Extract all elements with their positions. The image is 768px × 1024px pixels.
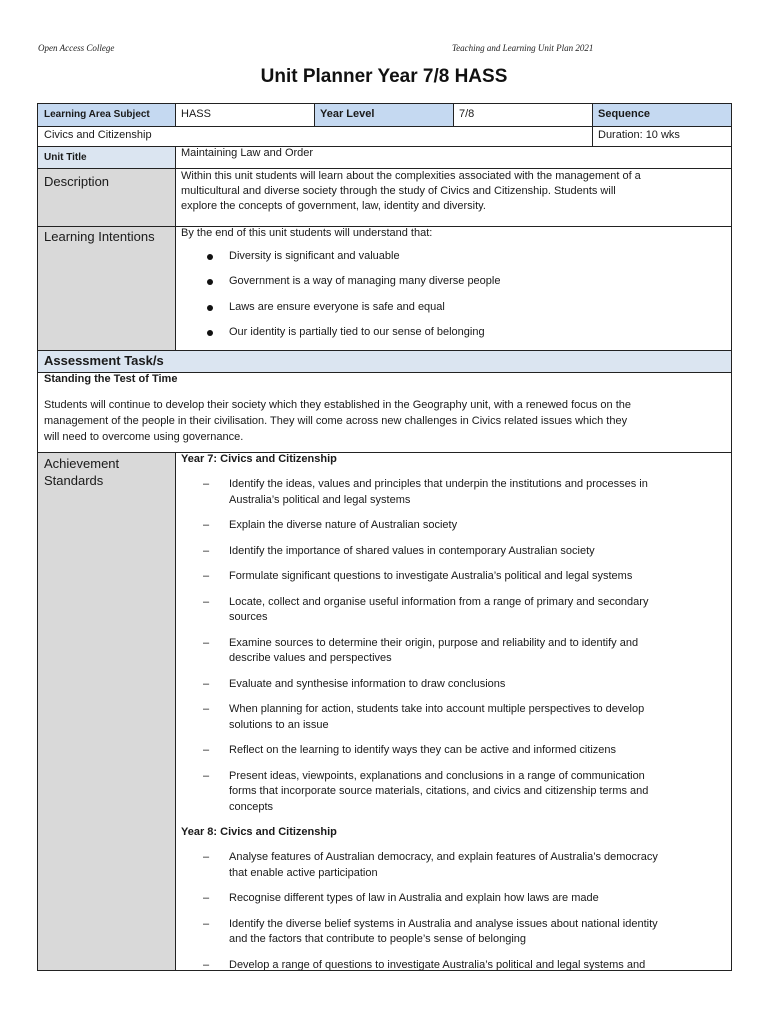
list-item (205, 249, 705, 265)
dash-marker: – (203, 636, 210, 649)
achievement-item-text: Develop a range of questions to investigate Australia’s political and legal systems and (229, 958, 646, 970)
achievement-item-text: Identify the importance of shared values in contemporary Australian society (229, 544, 595, 557)
learning-area-label: Learning Area Subject (38, 104, 175, 126)
achievement-standards-content (175, 452, 731, 970)
bullet-icon (207, 279, 213, 285)
list-item (205, 325, 705, 341)
dash-marker: – (203, 570, 210, 582)
year-level-label: Year Level (314, 104, 453, 126)
achievement-item-text: Present ideas, viewpoints, explanations and conclusions in a range of communication (229, 769, 645, 782)
achievement-item-text: concepts (229, 800, 274, 813)
table-border (37, 103, 38, 971)
assessment-task-title: Standing the Test of Time (44, 373, 178, 385)
learning-area-value: HASS (181, 108, 211, 120)
achievement-year-heading: Year 8: Civics and Citizenship (181, 826, 337, 838)
achievement-item-text: Locate, collect and organise useful information from a range of primary and secondary (229, 595, 649, 608)
table-border (37, 350, 732, 351)
table-border (37, 372, 732, 373)
dash-marker: – (203, 917, 210, 930)
achievement-item-text: Australia’s political and legal systems (229, 493, 411, 506)
achievement-item-text: Identify the ideas, values and principles that underpin the institutions and processes in (229, 478, 648, 490)
achievement-item-text: Examine sources to determine their origin, purpose and reliability and to identify and (229, 636, 639, 649)
achievement-item-text: Identify the diverse belief systems in Australia and analyse issues about national identity (229, 917, 658, 930)
assessment-label: Assessment Task/s (38, 350, 731, 372)
dash-marker: – (203, 544, 210, 557)
sequence-label: Sequence (592, 104, 731, 126)
achievement-item-text: that enable active participation (229, 866, 378, 879)
bullet-icon (207, 305, 213, 311)
achievement-label-line: Achievement (44, 456, 120, 471)
page-header-right: Teaching and Learning Unit Plan 2021 (452, 43, 594, 53)
page-header-left: Open Access College (38, 43, 115, 53)
subject-strand: Civics and Citizenship (44, 129, 152, 141)
achievement-item-text: When planning for action, students take into account multiple perspectives to develop (229, 703, 645, 715)
achievement-item-text: Formulate significant questions to investigate Australia’s political and legal systems (229, 570, 633, 582)
assessment-line: will need to overcome using governance. (44, 431, 244, 443)
dash-marker: – (203, 851, 210, 863)
dash-marker: – (203, 769, 210, 782)
achievement-item-text: Analyse features of Australian democracy, and explain features of Australia’s democracy (229, 851, 658, 863)
list-item (205, 300, 705, 316)
dash-marker: – (203, 958, 210, 970)
dash-marker: – (203, 677, 210, 690)
achievement-standards-label (38, 452, 175, 970)
learning-intentions-intro: By the end of this unit students will understand that: (181, 227, 433, 239)
achievement-item-text: describe values and perspectives (229, 652, 392, 664)
description-text (175, 168, 731, 226)
unit-title-value: Maintaining Law and Order (181, 147, 314, 159)
achievement-item-text: sources (229, 611, 268, 623)
assessment-line: Students will continue to develop their society which they established in the Geography unit, with a renewed focus on the (44, 399, 632, 411)
achievement-year-heading: Year 7: Civics and Citizenship (181, 453, 337, 465)
description-line: Within this unit students will learn about the complexities associated with the management of a (181, 170, 641, 182)
table-border (37, 168, 732, 169)
assessment-content (38, 372, 731, 452)
dash-marker: – (203, 703, 210, 715)
bullet-icon (207, 254, 213, 260)
assessment-description (44, 397, 731, 445)
list-item-text: Government is a way of managing many diverse people (229, 275, 501, 287)
table-border (175, 103, 176, 127)
achievement-item-text: forms that incorporate source materials, citations, and civics and citizenship terms and (229, 785, 649, 797)
dash-marker: – (203, 478, 210, 490)
achievement-item-text: Recognise different types of law in Australia and explain how laws are made (229, 892, 599, 904)
achievement-item-text: Explain the diverse nature of Australian society (229, 519, 458, 531)
table-border (731, 103, 732, 971)
description-label: Description (38, 168, 175, 226)
achievement-item-text: Reflect on the learning to identify ways they can be active and informed citizens (229, 744, 617, 756)
table-border (37, 103, 732, 104)
table-border (37, 126, 732, 127)
table-border (175, 146, 176, 351)
bullet-icon (207, 330, 213, 336)
assessment-line: management of the people in their civilisation. They will come across new challenges in Civics related issues which they (44, 415, 628, 427)
table-border (37, 452, 732, 453)
year-level-value: 7/8 (459, 108, 475, 120)
achievement-label-line: Standards (44, 473, 104, 488)
list-item-text: Diversity is significant and valuable (229, 250, 400, 262)
achievement-item-text: solutions to an issue (229, 718, 329, 731)
dash-marker: – (203, 519, 210, 531)
description-line: multicultural and diverse society through the study of Civics and Citizenship. Students will (181, 185, 616, 197)
table-border (37, 226, 732, 227)
table-border (175, 452, 176, 971)
list-item (205, 274, 705, 290)
learning-intentions-label: Learning Intentions (38, 226, 175, 350)
table-border (37, 970, 732, 971)
list-item-text: Our identity is partially tied to our sense of belonging (229, 326, 485, 338)
table-border (314, 103, 315, 127)
document-title: Unit Planner Year 7/8 HASS (260, 66, 508, 87)
description-line: explore the concepts of government, law, identity and diversity. (181, 200, 486, 212)
dash-marker: – (203, 744, 210, 756)
duration: Duration: 10 wks (598, 129, 680, 141)
achievement-item-text: and the factors that contribute to people’s sense of belonging (229, 933, 527, 945)
unit-title-label: Unit Title (38, 146, 175, 168)
achievement-item-text: Evaluate and synthesise information to draw conclusions (229, 677, 506, 690)
table-border (592, 103, 593, 147)
learning-intentions-content (175, 226, 731, 350)
dash-marker: – (203, 892, 210, 904)
table-border (453, 103, 454, 127)
list-item-text: Laws are ensure everyone is safe and equal (229, 301, 445, 313)
table-border (37, 146, 732, 147)
dash-marker: – (203, 595, 210, 608)
